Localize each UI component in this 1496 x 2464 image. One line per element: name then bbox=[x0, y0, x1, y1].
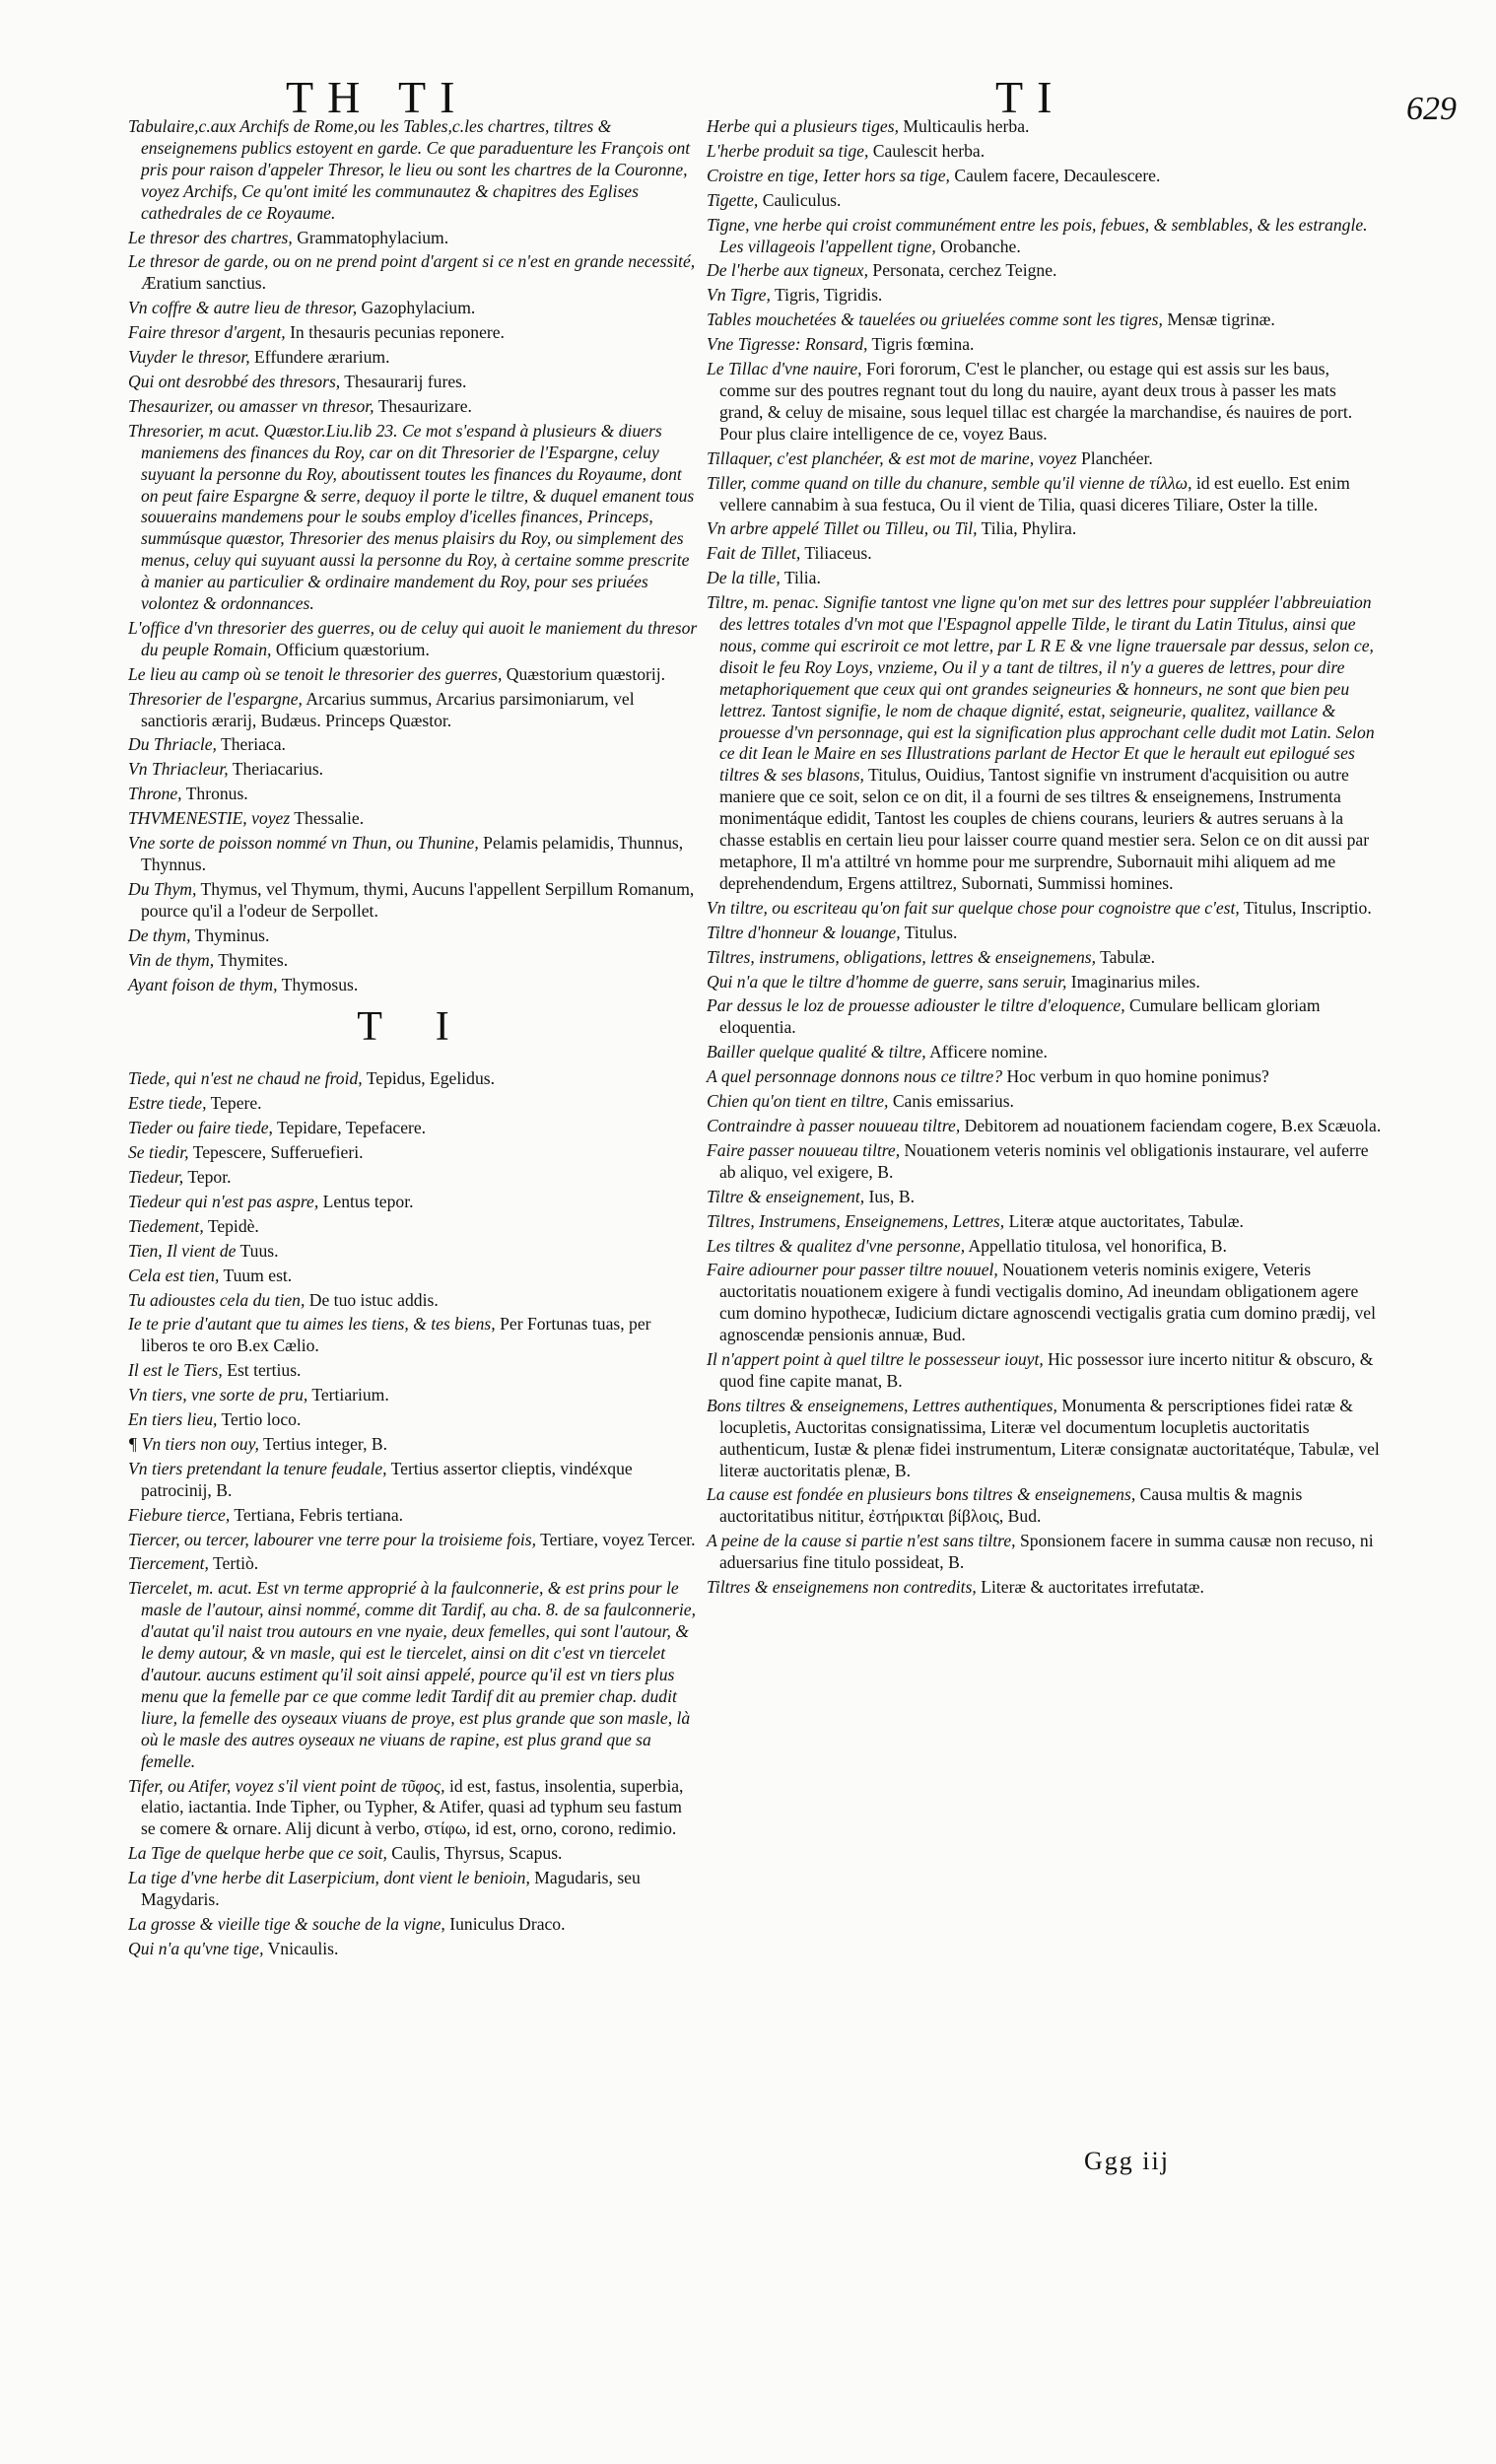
entry-french: La Tige de quelque herbe que ce soit, bbox=[128, 1843, 387, 1864]
dictionary-entry bbox=[707, 947, 1382, 969]
entry-latin: Grammatophylacium. bbox=[297, 227, 449, 247]
dictionary-entry bbox=[128, 116, 700, 225]
entry-french: La grosse & vieille tige & souche de la vigne, bbox=[128, 1913, 445, 1934]
entry-latin: Tertio loco. bbox=[221, 1409, 302, 1430]
dictionary-entry bbox=[128, 1505, 700, 1527]
dictionary-entry bbox=[128, 396, 700, 418]
entry-french: Vn tiers, vne sorte de pru, bbox=[128, 1385, 308, 1405]
section-heading-ti: T I bbox=[357, 1004, 471, 1051]
dictionary-entry bbox=[707, 972, 1382, 993]
dictionary-entry bbox=[128, 1939, 700, 1960]
entry-french: Vn tiers pretendant la tenure feudale, bbox=[128, 1458, 387, 1478]
dictionary-entry bbox=[128, 1192, 700, 1213]
entry-french: THVMENESTIE, voyez bbox=[128, 808, 291, 829]
entry-french: Faire passer nouueau tiltre, bbox=[707, 1139, 901, 1160]
dictionary-entry bbox=[707, 923, 1382, 944]
dictionary-entry bbox=[128, 1241, 700, 1263]
dictionary-entry bbox=[128, 1118, 700, 1139]
entry-french: Du Thym, bbox=[128, 878, 197, 899]
dictionary-entry bbox=[128, 1290, 700, 1312]
entry-french: Tigne, vne herbe qui croist communément entre les pois, febues, & semblables, & les estrangle. Les villageois l'appellent tigne, bbox=[707, 214, 1368, 256]
dictionary-entry bbox=[128, 1409, 700, 1431]
dictionary-entry bbox=[707, 309, 1382, 331]
dictionary-entry bbox=[128, 1530, 700, 1551]
entry-latin: Tuum est. bbox=[223, 1265, 293, 1285]
entry-french: Tifer, ou Atifer, voyez s'il vient point de τῦφος, bbox=[128, 1775, 445, 1796]
entry-latin: Tiliaceus. bbox=[804, 543, 872, 564]
entry-latin: Pelamis pelamidis, Thunnus, Thynnus. bbox=[141, 833, 684, 874]
entry-french: Tigette, bbox=[707, 189, 759, 210]
dictionary-entry bbox=[707, 995, 1382, 1039]
entry-french: Ayant foison de thym, bbox=[128, 974, 278, 994]
entry-latin: Caulem facere, Decaulescere. bbox=[954, 165, 1161, 185]
dictionary-entry bbox=[128, 1216, 700, 1238]
entry-french: Tiltre, m. penac. Signifie tantost vne ligne qu'on met sur des lettres pour suppléer l'abbreuiation des lettres totales d'vn mot que l'Espagnol appelle Tilde, le tirant du Latin Titulus, ainsi que nous, comme qui escriroit ce mot lettre, par L R E & vne ligne trauersale par dessus, selon ce, disoit le feu Roy Loys, vnzieme, Ou il y a tant de tiltres, il n'y a gueres de lettres, pour dire metaphoriquement que ceux qui ont grandes seigneuries & honneurs, ne sont que bien peu lettrez. Tantost signifie, le nom de chaque dignité, estat, seigneurie, qualitez, vaillance & prouesse d'vn personnage, qui est la signification plus approchant celle dudit mot Latin. Selon ce dit Iean le Maire en ses Illustrations parlant de Hector Et que le herault eut epilogué ses tiltres & ses blasons, bbox=[707, 592, 1375, 786]
entry-latin: Arcarius summus, Arcarius parsimoniarum, vel sanctioris ærarij, Budæus. Princeps Quæstor. bbox=[141, 688, 635, 730]
entry-french: Les tiltres & qualitez d'vne personne, bbox=[707, 1235, 966, 1256]
entry-french: Qui ont desrobbé des thresors, bbox=[128, 371, 341, 391]
entry-latin: Debitorem ad nouationem faciendam cogere, B.ex Scæuola. bbox=[964, 1115, 1382, 1135]
running-head-left: TH TI bbox=[286, 72, 469, 122]
entry-french: Tiedeur qui n'est pas aspre, bbox=[128, 1191, 319, 1211]
entry-french: Tiltres, instrumens, obligations, lettres & enseignemens, bbox=[707, 946, 1097, 967]
dictionary-entry bbox=[128, 1385, 700, 1406]
entry-latin: Tertius integer, B. bbox=[262, 1433, 388, 1454]
dictionary-entry bbox=[707, 1531, 1382, 1574]
entry-latin: Vnicaulis. bbox=[267, 1938, 339, 1958]
dictionary-entry bbox=[707, 1091, 1382, 1113]
entry-latin: Tepescere, Sufferuefieri. bbox=[192, 1142, 364, 1163]
entry-french: Tiltre & enseignement, bbox=[707, 1186, 865, 1206]
entry-latin: Iuniculus Draco. bbox=[449, 1913, 566, 1934]
dictionary-entry bbox=[707, 1066, 1382, 1088]
entry-latin: Quæstorium quæstorij. bbox=[506, 663, 666, 684]
entry-latin: Tertiò. bbox=[213, 1553, 259, 1574]
entry-latin: Titulus, Ouidius, Tantost signifie vn instrument d'acquisition ou autre maniere que ce soit, selon ce on dit, il a fourni de ses tiltres & enseignemens, Instrumenta monimentáque edidit, Tantost les couples de chiens courans, leuriers & autres seruans à la chasse establis en certain lieu pour laisser courre quand mestier sera. Selon ce on dit aussi par metaphore, Il m'a attiltré vn homme pour me surprendre, Subornauit mihi aliquem ad me deprehendendum, Ergens attiltrez, Subornati, Summissi homines. bbox=[719, 765, 1370, 893]
entry-french: Chien qu'on tient en tiltre, bbox=[707, 1091, 889, 1112]
dictionary-entry bbox=[707, 334, 1382, 356]
entry-latin: Multicaulis herba. bbox=[903, 116, 1030, 136]
entry-latin: Titulus. bbox=[904, 922, 958, 942]
entry-french: Vn coffre & autre lieu de thresor, bbox=[128, 298, 358, 318]
entry-french: Tiercer, ou tercer, labourer vne terre pour la troisieme fois, bbox=[128, 1529, 537, 1549]
dictionary-entry bbox=[707, 1187, 1382, 1208]
entry-french: De l'herbe aux tigneux, bbox=[707, 260, 869, 281]
entry-latin: Æratium sanctius. bbox=[141, 273, 267, 294]
dictionary-entry bbox=[128, 689, 700, 732]
entry-latin: Tuus. bbox=[239, 1240, 279, 1261]
entry-french: Vn Tigre, bbox=[707, 285, 771, 306]
entry-latin: Mensæ tigrinæ. bbox=[1167, 309, 1275, 330]
dictionary-entry bbox=[707, 141, 1382, 163]
dictionary-entry bbox=[128, 372, 700, 393]
entry-latin: Hic possessor iure incerto nititur & obscuro, & quod fine capite manat, B. bbox=[719, 1349, 1374, 1391]
dictionary-entry bbox=[707, 568, 1382, 589]
dictionary-entry bbox=[128, 664, 700, 686]
dictionary-entry bbox=[707, 473, 1382, 516]
entry-latin: Hoc verbum in quo homine ponimus? bbox=[1006, 1066, 1269, 1087]
entry-french: ¶ Vn tiers non ouy, bbox=[128, 1433, 259, 1454]
entry-french: En tiers lieu, bbox=[128, 1409, 218, 1430]
dictionary-entry bbox=[128, 1776, 700, 1841]
dictionary-entry bbox=[707, 1484, 1382, 1528]
entry-french: Le thresor des chartres, bbox=[128, 227, 293, 247]
entry-french: Se tiedir, bbox=[128, 1142, 189, 1163]
entry-latin: Causa multis & magnis auctoritatibus nititur, ἐστήρικται βίβλοις, Bud. bbox=[719, 1484, 1303, 1527]
entry-french: Fait de Tillet, bbox=[707, 543, 801, 564]
signature-mark: Ggg iij bbox=[1084, 2147, 1170, 2175]
dictionary-entry bbox=[128, 298, 700, 319]
dictionary-entry bbox=[707, 898, 1382, 920]
entry-latin: Thymites. bbox=[218, 949, 289, 970]
entry-french: Il est le Tiers, bbox=[128, 1360, 223, 1381]
dictionary-entry bbox=[128, 1314, 700, 1357]
entry-latin: Effundere ærarium. bbox=[254, 347, 390, 368]
dictionary-entry bbox=[128, 1553, 700, 1575]
entry-french: Tiltre d'honneur & louange, bbox=[707, 922, 901, 942]
dictionary-entry bbox=[707, 1042, 1382, 1063]
dictionary-entry bbox=[128, 228, 700, 249]
entry-french: Cela est tien, bbox=[128, 1265, 220, 1285]
dictionary-entry bbox=[707, 1236, 1382, 1258]
entry-french: Estre tiede, bbox=[128, 1093, 207, 1114]
left-column bbox=[128, 116, 700, 1963]
dictionary-entry bbox=[707, 1140, 1382, 1184]
entry-latin: Thymus, vel Thymum, thymi, Aucuns l'appellent Serpillum Romanum, pource qu'il a l'odeur de Serpollet. bbox=[141, 878, 695, 921]
entry-latin: De tuo istuc addis. bbox=[308, 1289, 439, 1310]
entry-latin: Cumulare bellicam gloriam eloquentia. bbox=[719, 995, 1321, 1038]
dictionary-entry bbox=[707, 215, 1382, 258]
entry-latin: Tepor. bbox=[187, 1166, 232, 1187]
dictionary-entry bbox=[707, 1577, 1382, 1599]
entry-latin: Tepidare, Tepefacere. bbox=[277, 1118, 427, 1138]
entry-french: Tien, Il vient de bbox=[128, 1240, 237, 1261]
entry-french: A quel personnage donnons nous ce tiltre? bbox=[707, 1066, 1003, 1087]
entry-french: Par dessus le loz de prouesse adiouster le tiltre d'eloquence, bbox=[707, 995, 1125, 1016]
dictionary-entry bbox=[128, 759, 700, 781]
entry-latin: Literæ & auctoritates irrefutatæ. bbox=[981, 1577, 1204, 1598]
entry-latin: id est euello. Est enim vellere cannabim à sua festuca, Ou il vient de Tilia, quasi diceres Tiliare, Oster la tille. bbox=[719, 472, 1350, 514]
column-gutter bbox=[704, 116, 705, 2137]
entry-latin: Est tertius. bbox=[227, 1360, 302, 1381]
entry-french: Le thresor de garde, ou on ne prend point d'argent si ce n'est en grande necessité, bbox=[128, 251, 696, 272]
entry-french: Tiller, comme quand on tille du chanure, semble qu'il vienne de τίλλω, bbox=[707, 472, 1192, 493]
dictionary-entry bbox=[128, 251, 700, 295]
entry-french: Contraindre à passer nouueau tiltre, bbox=[707, 1115, 961, 1135]
entry-french: Tables mouchetées & tauelées ou griuelées comme sont les tigres, bbox=[707, 309, 1163, 330]
entry-latin: Imaginarius miles. bbox=[1070, 971, 1200, 992]
entry-latin: Lentus tepor. bbox=[322, 1191, 414, 1211]
entry-french: Thesaurizer, ou amasser vn thresor, bbox=[128, 395, 374, 416]
entry-french: La cause est fondée en plusieurs bons tiltres & enseignemens, bbox=[707, 1484, 1136, 1505]
entry-latin: Per Fortunas tuas, per liberos te oro B.ex Cælio. bbox=[141, 1314, 651, 1356]
entry-latin: Monumenta & perscriptiones fidei ratæ & locupletis, Auctoritas consignatissima, Literæ vel documentum locupletis auctoritatis authenticum, Iustæ & plenæ fidei instrumentum, Literæ consignatæ auctoritatéque, Tabulæ, vel literæ auctoritatis plenæ, B. bbox=[719, 1395, 1380, 1480]
entry-french: Throne, bbox=[128, 784, 182, 804]
dictionary-entry bbox=[707, 359, 1382, 445]
entry-latin: Afficere nomine. bbox=[929, 1042, 1048, 1062]
entry-latin: Tertiana, Febris tertiana. bbox=[234, 1504, 404, 1525]
entry-latin: Appellatio titulosa, vel honorifica, B. bbox=[968, 1235, 1227, 1256]
entry-latin: Theriacarius. bbox=[232, 759, 324, 780]
entry-french: Fiebure tierce, bbox=[128, 1504, 231, 1525]
entry-latin: Literæ atque auctoritates, Tabulæ. bbox=[1008, 1210, 1244, 1231]
entry-latin: Thronus. bbox=[185, 784, 248, 804]
entry-french: Tillaquer, c'est planchéer, & est mot de marine, voyez bbox=[707, 447, 1077, 468]
dictionary-entry bbox=[128, 618, 700, 661]
entry-french: Tieder ou faire tiede, bbox=[128, 1118, 273, 1138]
entry-french: Qui n'a que le tiltre d'homme de guerre, sans seruir, bbox=[707, 971, 1067, 992]
left-entries-top bbox=[128, 116, 700, 995]
dictionary-entry bbox=[707, 1260, 1382, 1346]
dictionary-entry bbox=[128, 833, 700, 876]
dictionary-entry bbox=[128, 1578, 700, 1772]
dictionary-entry bbox=[128, 1843, 700, 1865]
entry-latin: Fori fororum, C'est le plancher, ou estage qui est assis sur les baus, comme sur des poutres regnant tout du long du nauire, ayant deux trous à passer les mats grand, & celuy de misaine, sous lequel tillac est chargée la marchandise, és nauires de port. Pour plus claire intelligence de ce, voyez Baus. bbox=[719, 359, 1353, 444]
entry-latin: Thyminus. bbox=[194, 924, 270, 945]
entry-latin: Tertiare, voyez Tercer. bbox=[540, 1529, 696, 1549]
entry-latin: Thessalie. bbox=[294, 808, 365, 829]
entry-french: Vn tiltre, ou escriteau qu'on fait sur quelque chose pour cognoistre que c'est, bbox=[707, 897, 1240, 918]
entry-french: Faire adiourner pour passer tiltre nouuel, bbox=[707, 1260, 998, 1280]
dictionary-entry bbox=[707, 1211, 1382, 1233]
entry-latin: Magudaris, seu Magydaris. bbox=[141, 1868, 641, 1910]
entry-latin: Nouationem veteris nominis exigere, Veteris auctoritatis nouationem exigere à fundi vectigalis domino, Ad ineundam obligationem agere cum domino hypothecæ, Iudicium dictare agnoscendi vectigalis gratia cum domino prædij, vel agnoscendæ pensionis annuæ, Bud. bbox=[719, 1260, 1376, 1345]
dictionary-entry bbox=[707, 543, 1382, 565]
entry-french: Le lieu au camp où se tenoit le thresorier des guerres, bbox=[128, 663, 503, 684]
dictionary-entry bbox=[128, 1360, 700, 1382]
dictionary-entry bbox=[128, 925, 700, 947]
dictionary-entry bbox=[707, 116, 1382, 138]
entry-french: Tu adioustes cela du tien, bbox=[128, 1289, 306, 1310]
entry-latin: Tertiarium. bbox=[311, 1385, 389, 1405]
dictionary-entry bbox=[128, 322, 700, 344]
dictionary-entry bbox=[128, 1167, 700, 1189]
entry-latin: Officium quæstorium. bbox=[275, 639, 430, 659]
entry-latin: Personata, cerchez Teigne. bbox=[872, 260, 1057, 281]
page-number: 629 bbox=[1406, 91, 1457, 127]
entry-latin: Tigris, Tigridis. bbox=[774, 285, 883, 306]
dictionary-entry bbox=[707, 260, 1382, 282]
entry-latin: Planchéer. bbox=[1081, 447, 1153, 468]
dictionary-entry bbox=[128, 879, 700, 923]
dictionary-entry bbox=[128, 1459, 700, 1502]
entry-latin: Nouationem veteris nominis vel obligationis instaurare, vel auferre ab aliquo, vel exigere, B. bbox=[719, 1139, 1369, 1182]
dictionary-entry bbox=[128, 1868, 700, 1911]
dictionary-entry bbox=[128, 950, 700, 972]
dictionary-entry bbox=[707, 518, 1382, 540]
entry-french: De thym, bbox=[128, 924, 191, 945]
entry-latin: In thesauris pecunias reponere. bbox=[290, 322, 505, 343]
entry-french: Vn Thriacleur, bbox=[128, 759, 229, 780]
entry-latin: Tilia. bbox=[783, 568, 821, 588]
dictionary-entry bbox=[707, 166, 1382, 187]
dictionary-entry bbox=[128, 734, 700, 756]
entry-french: Tiercement, bbox=[128, 1553, 209, 1574]
dictionary-entry bbox=[128, 1434, 700, 1456]
entry-french: Tabulaire,c.aux Archifs de Rome,ou les Tables,c.les chartres, tiltres & enseignemens publics estoyent en garde. Ce que paraduenture les François ont pris pour raison d'appeler Thresor, le lieu ou sont les chartres de la Couronne, voyez Archifs, Ce qu'ont imité les communautez & chapitres des Eglises cathedrales de ce Royaume. bbox=[128, 116, 691, 223]
dictionary-entry bbox=[128, 421, 700, 615]
entry-french: Vuyder le thresor, bbox=[128, 347, 250, 368]
entry-french: Faire thresor d'argent, bbox=[128, 322, 286, 343]
dictionary-entry bbox=[128, 1914, 700, 1936]
dictionary-entry bbox=[128, 1142, 700, 1164]
dictionary-entry bbox=[128, 1093, 700, 1115]
entry-latin: Thesaurarij fures. bbox=[344, 371, 467, 391]
entry-french: Tiedeur, bbox=[128, 1166, 184, 1187]
entry-french: A peine de la cause si partie n'est sans tiltre, bbox=[707, 1531, 1016, 1551]
entry-french: De la tille, bbox=[707, 568, 781, 588]
entry-latin: Gazophylacium. bbox=[361, 298, 476, 318]
dictionary-entry bbox=[128, 975, 700, 996]
entry-french: Qui n'a qu'vne tige, bbox=[128, 1938, 264, 1958]
entry-french: Bons tiltres & enseignemens, Lettres authentiques, bbox=[707, 1395, 1057, 1415]
entry-latin: id est, fastus, insolentia, superbia, elatio, iactantia. Inde Tipher, ou Typher, & Atifer, quasi ad typhum seu fastum se comere & ornare. Alij dicunt à verbo, στίφω, id est, orno, corono, redimio. bbox=[141, 1775, 684, 1839]
entry-french: Tiltres & enseignemens non contredits, bbox=[707, 1577, 977, 1598]
entry-latin: Titulus, Inscriptio. bbox=[1243, 897, 1372, 918]
entry-french: Du Thriacle, bbox=[128, 734, 217, 755]
entry-french: L'herbe produit sa tige, bbox=[707, 140, 869, 161]
entry-french: Vn arbre appelé Tillet ou Tilleu, ou Til, bbox=[707, 518, 978, 539]
entry-latin: Tilia, Phylira. bbox=[981, 518, 1077, 539]
entry-latin: Tertius assertor clieptis, vindéxque patrocinij, B. bbox=[141, 1458, 633, 1500]
entry-french: Herbe qui a plusieurs tiges, bbox=[707, 116, 899, 136]
entry-french: Ie te prie d'autant que tu aimes les tiens, & tes biens, bbox=[128, 1314, 496, 1335]
entry-latin: Tepidus, Egelidus. bbox=[366, 1068, 495, 1089]
dictionary-entry bbox=[128, 1266, 700, 1287]
dictionary-entry bbox=[128, 808, 700, 830]
dictionary-entry bbox=[707, 285, 1382, 307]
dictionary-entry bbox=[707, 190, 1382, 212]
dictionary-entry bbox=[707, 592, 1382, 895]
dictionary-entry bbox=[707, 1116, 1382, 1137]
entry-french: Le Tillac d'vne nauire, bbox=[707, 359, 862, 379]
entry-latin: Ius, B. bbox=[868, 1186, 915, 1206]
entry-french: Tiede, qui n'est ne chaud ne froid, bbox=[128, 1068, 363, 1089]
entry-latin: Theriaca. bbox=[221, 734, 286, 755]
entry-latin: Caulescit herba. bbox=[872, 140, 986, 161]
entry-french: Vne sorte de poisson nommé vn Thun, ou Thunine, bbox=[128, 833, 479, 854]
entry-latin: Thesaurizare. bbox=[377, 395, 472, 416]
entry-french: Croistre en tige, Ietter hors sa tige, bbox=[707, 165, 950, 185]
entry-latin: Sponsionem facere in summa causæ non recuso, ni aduersarius fine titulo possideat, B. bbox=[719, 1531, 1374, 1573]
entry-french: La tige d'vne herbe dit Laserpicium, dont vient le benioin, bbox=[128, 1868, 530, 1888]
entry-french: Tiedement, bbox=[128, 1215, 204, 1236]
entry-french: Vne Tigresse: Ronsard, bbox=[707, 334, 868, 355]
entry-latin: Orobanche. bbox=[940, 236, 1021, 256]
entry-french: Vin de thym, bbox=[128, 949, 215, 970]
right-column bbox=[707, 116, 1382, 1602]
entry-french: Bailler quelque qualité & tiltre, bbox=[707, 1042, 926, 1062]
left-entries-bottom bbox=[128, 1068, 700, 1959]
entry-french: Tiercelet, m. acut. Est vn terme approprié à la faulconnerie, & est prins pour le masle de l'autour, ainsi nommé, comme dit Tardif, au cha. 8. de sa faulconnerie, d'autat qu'il naist trou autours en vne nyaie, deux femelles, qui sont l'autour, & le demy autour, & vn masle, qui est le tiercelet, ainsi on dit c'est vn tiercelet d'autour. aucuns estiment qu'il soit ainsi appelé, pource qu'il est vn tiers plus menu que la femelle par ce que comme ledit Tardif dit au premier chap. dudit liure, la femelle des oyseaux viuans de proye, est plus grande que son masle, là où le masle des autres oyseaux ne viuans de rapine, est plus grand que sa femelle. bbox=[128, 1578, 696, 1771]
dictionary-entry bbox=[707, 1349, 1382, 1393]
entry-french: Tiltres, Instrumens, Enseignemens, Lettres, bbox=[707, 1210, 1005, 1231]
entry-latin: Tabulæ. bbox=[1100, 946, 1156, 967]
entry-latin: Canis emissarius. bbox=[892, 1091, 1014, 1112]
entry-french: Il n'appert point à quel tiltre le possesseur iouyt, bbox=[707, 1349, 1044, 1370]
dictionary-entry bbox=[707, 1396, 1382, 1482]
entry-latin: Thymosus. bbox=[281, 974, 359, 994]
entry-latin: Tepidè. bbox=[207, 1215, 259, 1236]
entry-french: Thresorier de l'espargne, bbox=[128, 688, 303, 709]
dictionary-entry bbox=[707, 448, 1382, 470]
dictionary-entry bbox=[128, 784, 700, 805]
dictionary-entry bbox=[128, 1068, 700, 1090]
entry-french: Thresorier, m acut. Quæstor.Liu.lib 23. Ce mot s'espand à plusieurs & diuers maniemens des finances du Roy, car on dit Thresorier de l'Espargne, celuy suyuant la personne du Roy, aboutissent toutes les finances du Royaume, dont on peut faire Espargne & serre, dequoy il porte le tiltre, & duquel emanent tous souuerains mandemens pour le soubs employ d'icelles finances, Princeps, summúsque quæstor, Thresorier des menus plaisirs du Roy, ou simplement des menus, celuy qui suyuant aussi la personne du Roy, à certaine somme prescrite à manier au particulier & ordinaire mandement du Roy, pour ses priuées volontez & ordonnances. bbox=[128, 420, 695, 614]
entry-latin: Cauliculus. bbox=[762, 189, 842, 210]
entry-latin: Tigris fœmina. bbox=[871, 334, 975, 355]
entry-latin: Tepere. bbox=[210, 1093, 262, 1114]
entry-french: L'office d'vn thresorier des guerres, ou de celuy qui auoit le maniement du thresor du peuple Romain, bbox=[128, 617, 698, 659]
running-head-right: TI bbox=[995, 72, 1066, 122]
entry-latin: Caulis, Thyrsus, Scapus. bbox=[391, 1843, 563, 1864]
dictionary-entry bbox=[128, 347, 700, 369]
